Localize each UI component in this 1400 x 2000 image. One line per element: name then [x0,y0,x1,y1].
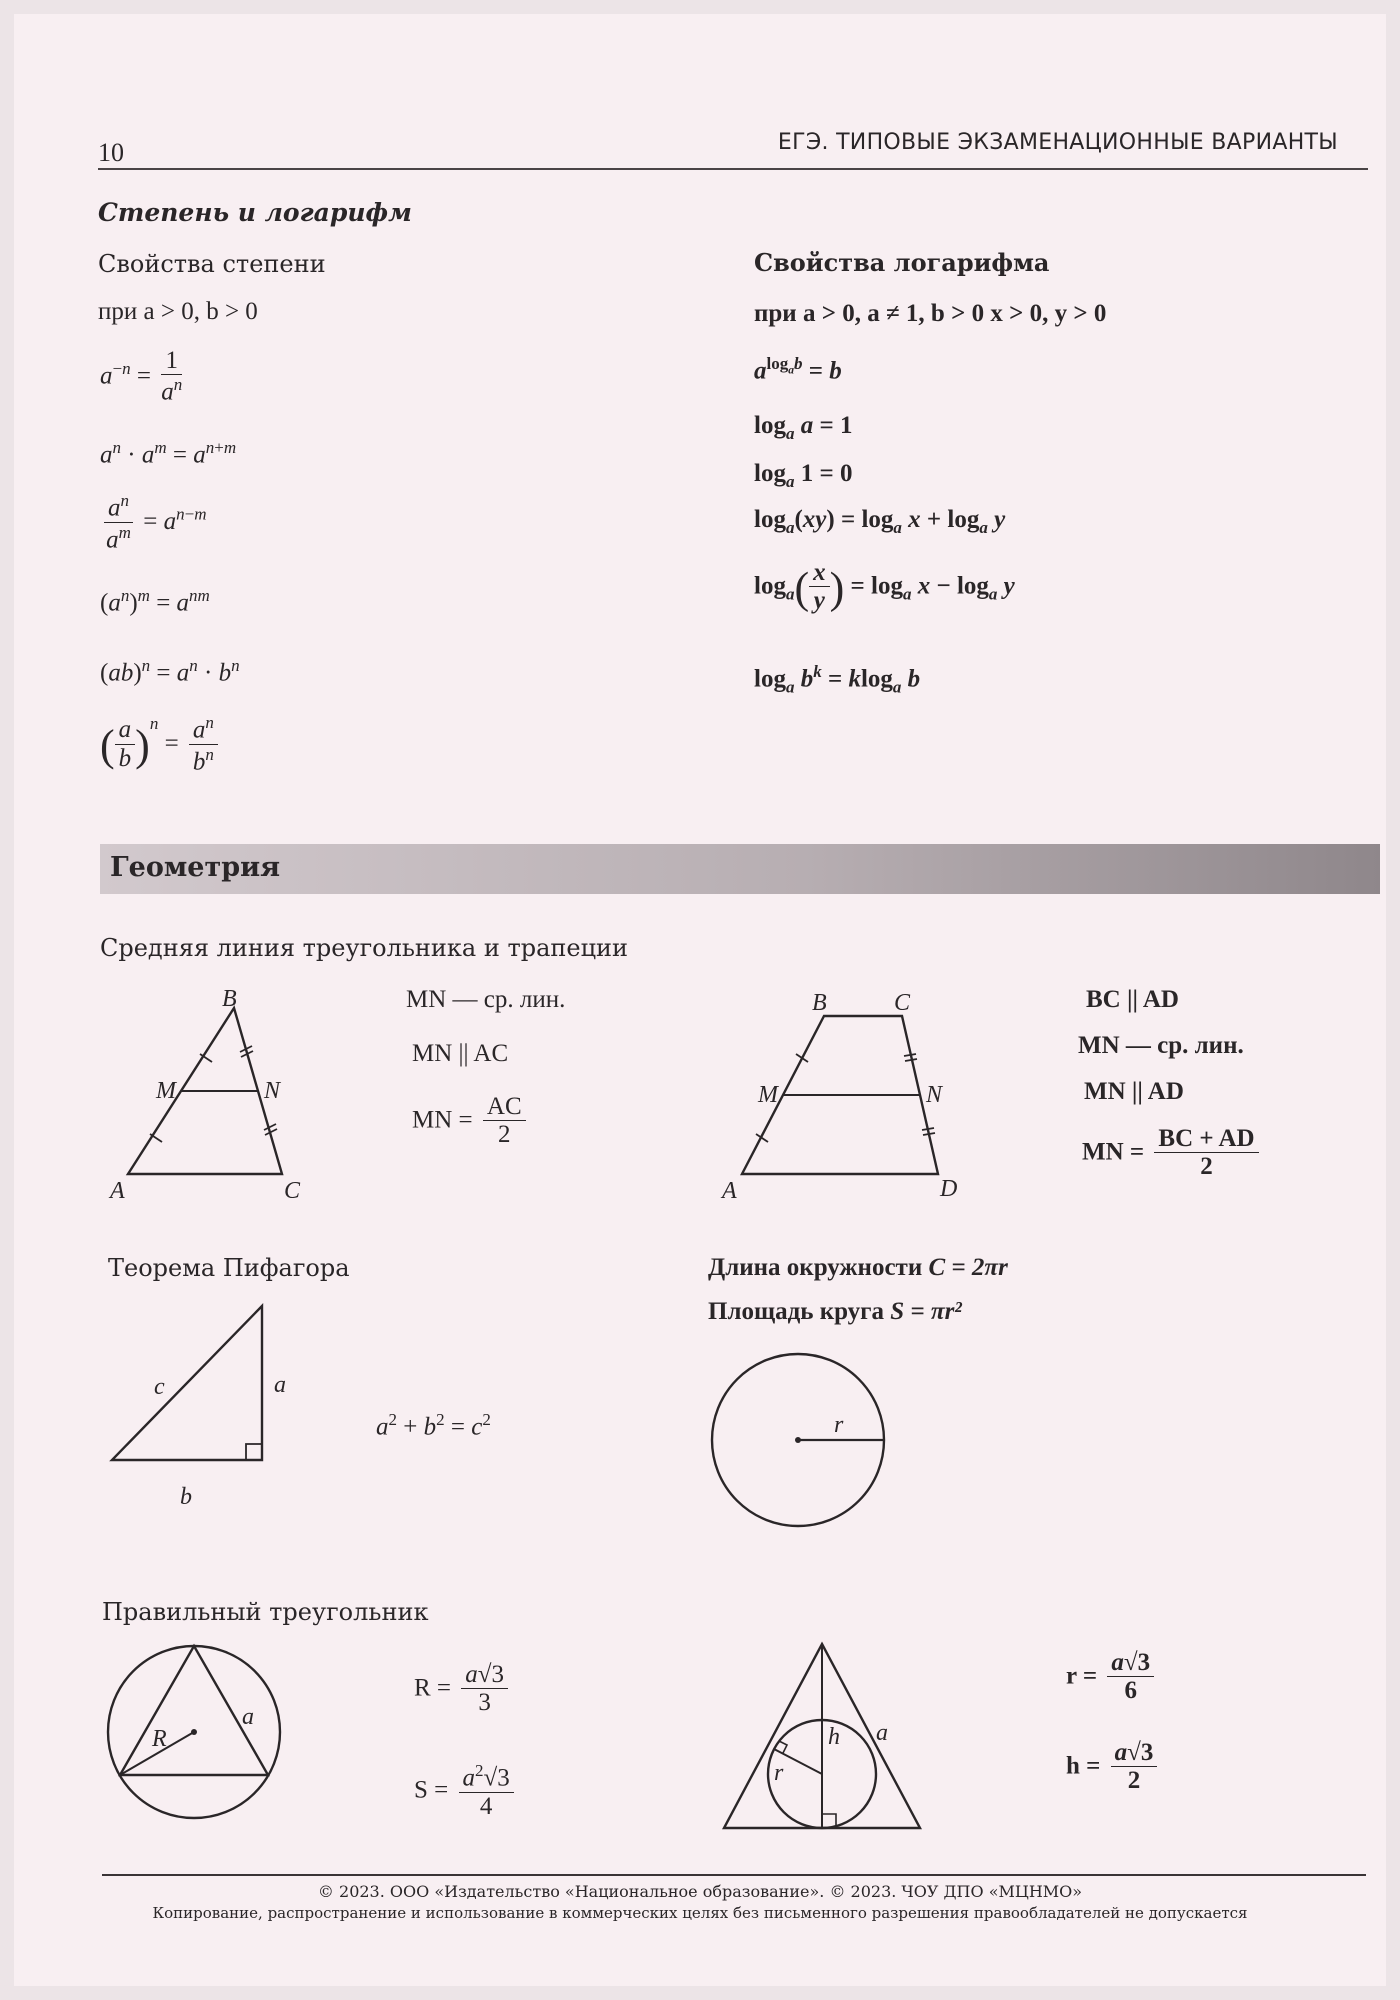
circumscribed-triangle-figure [100,1634,300,1834]
page [14,14,1386,1986]
logs-condition: при a > 0, a ≠ 1, b > 0 x > 0, y > 0 [754,300,1107,327]
right-angle-mark [246,1444,262,1460]
circle-length [708,1254,1008,1282]
running-title: ЕГЭ. ТИПОВЫЕ ЭКЗАМЕНАЦИОННЫЕ ВАРИАНТЫ [777,130,1338,155]
formula-quotient-powers: $\frac{a^n}{a^m}$ = $a^{n-m}$ [100,492,206,555]
formula-R-left: R = [414,1674,452,1702]
formula-power-of-power: $(a^n)^m = a^{nm}$ [100,586,210,617]
label-B: B [222,986,237,1012]
tri-fact-length-den: 2 [498,1121,511,1149]
trap-label-N: N [926,1082,943,1108]
trapezoid-midline-figure [708,984,998,1214]
right-triangle-shape [112,1306,262,1460]
incircle-triangle-figure [704,1632,944,1846]
logs-properties-title: Свойства логарифма [754,248,1050,277]
trap-label-C: C [894,990,911,1016]
trap-label-D: D [940,1176,958,1202]
pythagoras-title: Теорема Пифагора [108,1254,350,1282]
formula-power-of-product: $(ab)^n = a^n \cdot b^n$ [100,656,240,687]
formula-product-powers: $a^n \cdot a^m = a^{n+m}$ [100,438,237,469]
label-C: C [284,1178,301,1204]
geometry-section-band [100,844,1380,894]
formula-power-of-fraction: ( $\frac{a}{b}$ )$^n$ = $\frac{a^n}{b^n}$ [100,714,222,777]
powers-properties-title: Свойства степени [98,250,326,278]
circle-length-formula: C = 2πr [928,1254,1008,1281]
circle-area [708,1298,962,1326]
trap-label-A: A [722,1178,737,1204]
tri-fact-length [412,1094,530,1150]
circ-label-R: R [152,1726,167,1752]
midline-title: Средняя линия треугольника и трапеции [100,934,629,962]
trap-fact-midline: MN — ср. лин. [1078,1032,1244,1059]
formula-h-den: 2 [1127,1767,1141,1795]
formula-log-power: $\log_a b^k = klog_a$ b [754,662,921,697]
inscr-label-r: r [774,1760,784,1786]
tri-fact-length-left: MN = [412,1106,473,1134]
pythagoras-formula: $a^2 + b^2 = c^2$ [376,1410,491,1441]
footer-divider [102,1874,1366,1876]
footer-copyright: © 2023. ООО «Издательство «Национальное образование». © 2023. ЧОУ ДПО «МЦНМО» [317,1882,1083,1901]
pyth-label-c: c [154,1374,165,1400]
geometry-section-title: Геометрия [110,852,281,883]
tri-fact-parallel: MN || AC [412,1040,509,1067]
trap-fact-length-den: 2 [1200,1153,1213,1181]
formula-h-left: h = [1066,1752,1101,1780]
footer-notice: Копирование, распространение и использование в коммерческих целях без письменного разрешения правообладателей не допускается [152,1904,1248,1922]
formula-log-a-a: $\log_a a = 1$ [754,412,853,443]
trap-label-B: B [812,990,827,1016]
header-divider [98,168,1368,170]
circle-length-label: Длина окружности [708,1254,923,1281]
regular-triangle-title: Правильный треугольник [102,1598,429,1626]
circle-area-formula: S = πr² [890,1298,962,1325]
formula-log-a-1: $\log_a 1 = 0$ [754,460,853,491]
formula-S-den: 4 [479,1792,493,1820]
circ-label-a: a [242,1704,254,1730]
pyth-label-a: a [274,1372,286,1398]
trap-fact-length [1082,1126,1263,1182]
formula-R: R = $\frac{a√3}{3}$ [414,1662,512,1718]
pyth-label-b: b [180,1484,192,1510]
page-number: 10 [98,138,124,167]
formula-log-product: $\log_a(xy) = \log_a x + \log_a y$ [754,506,1006,537]
label-N: N [264,1078,281,1104]
label-A: A [110,1178,125,1204]
formula-negative-power: $a^{-n}$ = $\frac{1}{a^n}$ [100,347,183,406]
trap-fact-parallel-bases: BC || AD [1086,986,1179,1013]
circle-area-label: Площадь круга [708,1298,885,1325]
formula-log-identity: $a^{log_ab} = b$ [754,354,842,385]
tri-fact-length-num: AC [483,1094,526,1121]
label-M: M [156,1078,176,1104]
tri-fact-midline: MN — ср. лин. [406,986,566,1013]
trap-fact-length-left: MN = [1082,1138,1145,1166]
section-title-powers-logs: Степень и логарифм [98,198,412,227]
circle-label-r: r [834,1412,844,1438]
formula-r: r = $\frac{a√3}{6}$ [1066,1650,1158,1706]
trap-fact-parallel: MN || AD [1084,1078,1184,1105]
formula-r-den: 6 [1124,1677,1137,1705]
formula-R-den: 3 [478,1689,491,1717]
right-triangle-figure [104,1294,304,1524]
trap-label-M: M [758,1082,778,1108]
inscr-label-h: h [828,1724,840,1750]
inscr-label-a: a [876,1720,888,1746]
formula-S-left: S = [414,1776,449,1804]
circle-figure [704,1344,904,1544]
formula-log-quotient: $\log_a$( $\frac{x}{y}$ ) = $\log_a x - \log_a y$ [754,559,1015,615]
triangle-midline-figure [104,984,334,1214]
trap-fact-length-num: BC + AD [1154,1126,1258,1153]
powers-condition: при a > 0, b > 0 [98,298,258,325]
formula-h: h = $\frac{a√3}{2}$ [1066,1740,1161,1796]
formula-S: S = $\frac{a^2√3}{4}$ [414,1762,518,1821]
formula-r-left: r = [1066,1662,1098,1690]
